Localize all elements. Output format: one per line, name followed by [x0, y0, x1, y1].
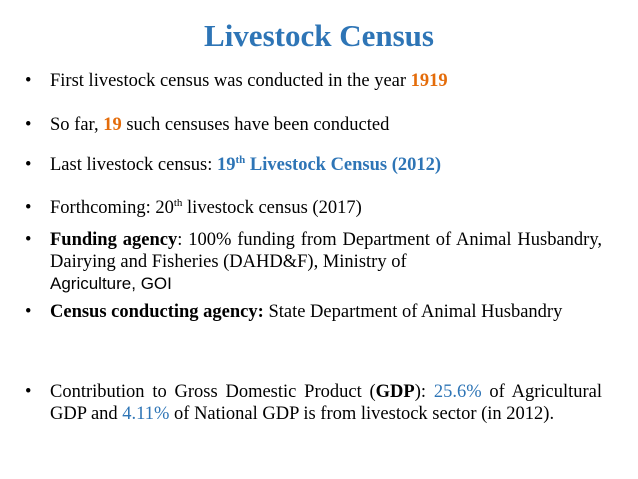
bullet-icon: • — [25, 382, 32, 402]
bullet-last-census: • Last livestock census: 19th Livestock Census (2012) — [25, 153, 442, 175]
bullet-first-census: • First livestock census was conducted in the year 1919 — [25, 71, 448, 91]
highlight-count: 19 — [103, 115, 122, 135]
conducting-agency-label: Census conducting agency: — [50, 302, 264, 322]
bullet-icon: • — [25, 155, 32, 175]
funding-agency-tail: Agriculture, GOI — [50, 274, 172, 293]
slide-title: Livestock Census — [204, 18, 434, 53]
bullet-forthcoming-census: • Forthcoming: 20th livestock census (2017) — [25, 196, 362, 218]
highlight-agri-gdp: 25.6% — [433, 382, 482, 402]
bullet-icon: • — [25, 302, 32, 322]
bullet-conducting-agency: • Census conducting agency: State Department of Animal Husbandry — [25, 302, 563, 322]
bullet-icon: • — [25, 115, 32, 135]
gdp-label: GDP — [375, 382, 415, 402]
highlight-last-census: 19th Livestock Census (2012) — [216, 153, 442, 175]
bullet-funding-agency: • Funding agency: 100% funding from Department of Animal Husbandry, Dairying and Fisheries (DAHD&F), Ministry of Agriculture, GOI — [25, 230, 603, 293]
bullet-icon: • — [25, 71, 32, 91]
bullet-icon: • — [25, 198, 32, 218]
bullet-census-count: • So far, 19 such censuses have been conducted — [25, 115, 390, 135]
highlight-national-gdp: 4.11% — [122, 404, 170, 424]
funding-agency-label: Funding agency — [50, 230, 178, 250]
bullet-gdp-contribution: • Contribution to Gross Domestic Product (GDP): 25.6% of Agricultural GDP and 4.11% of National GDP is from livestock sector (in 2012). — [25, 382, 602, 424]
bullet-icon: • — [25, 230, 32, 250]
highlight-year: 1919 — [410, 71, 448, 91]
